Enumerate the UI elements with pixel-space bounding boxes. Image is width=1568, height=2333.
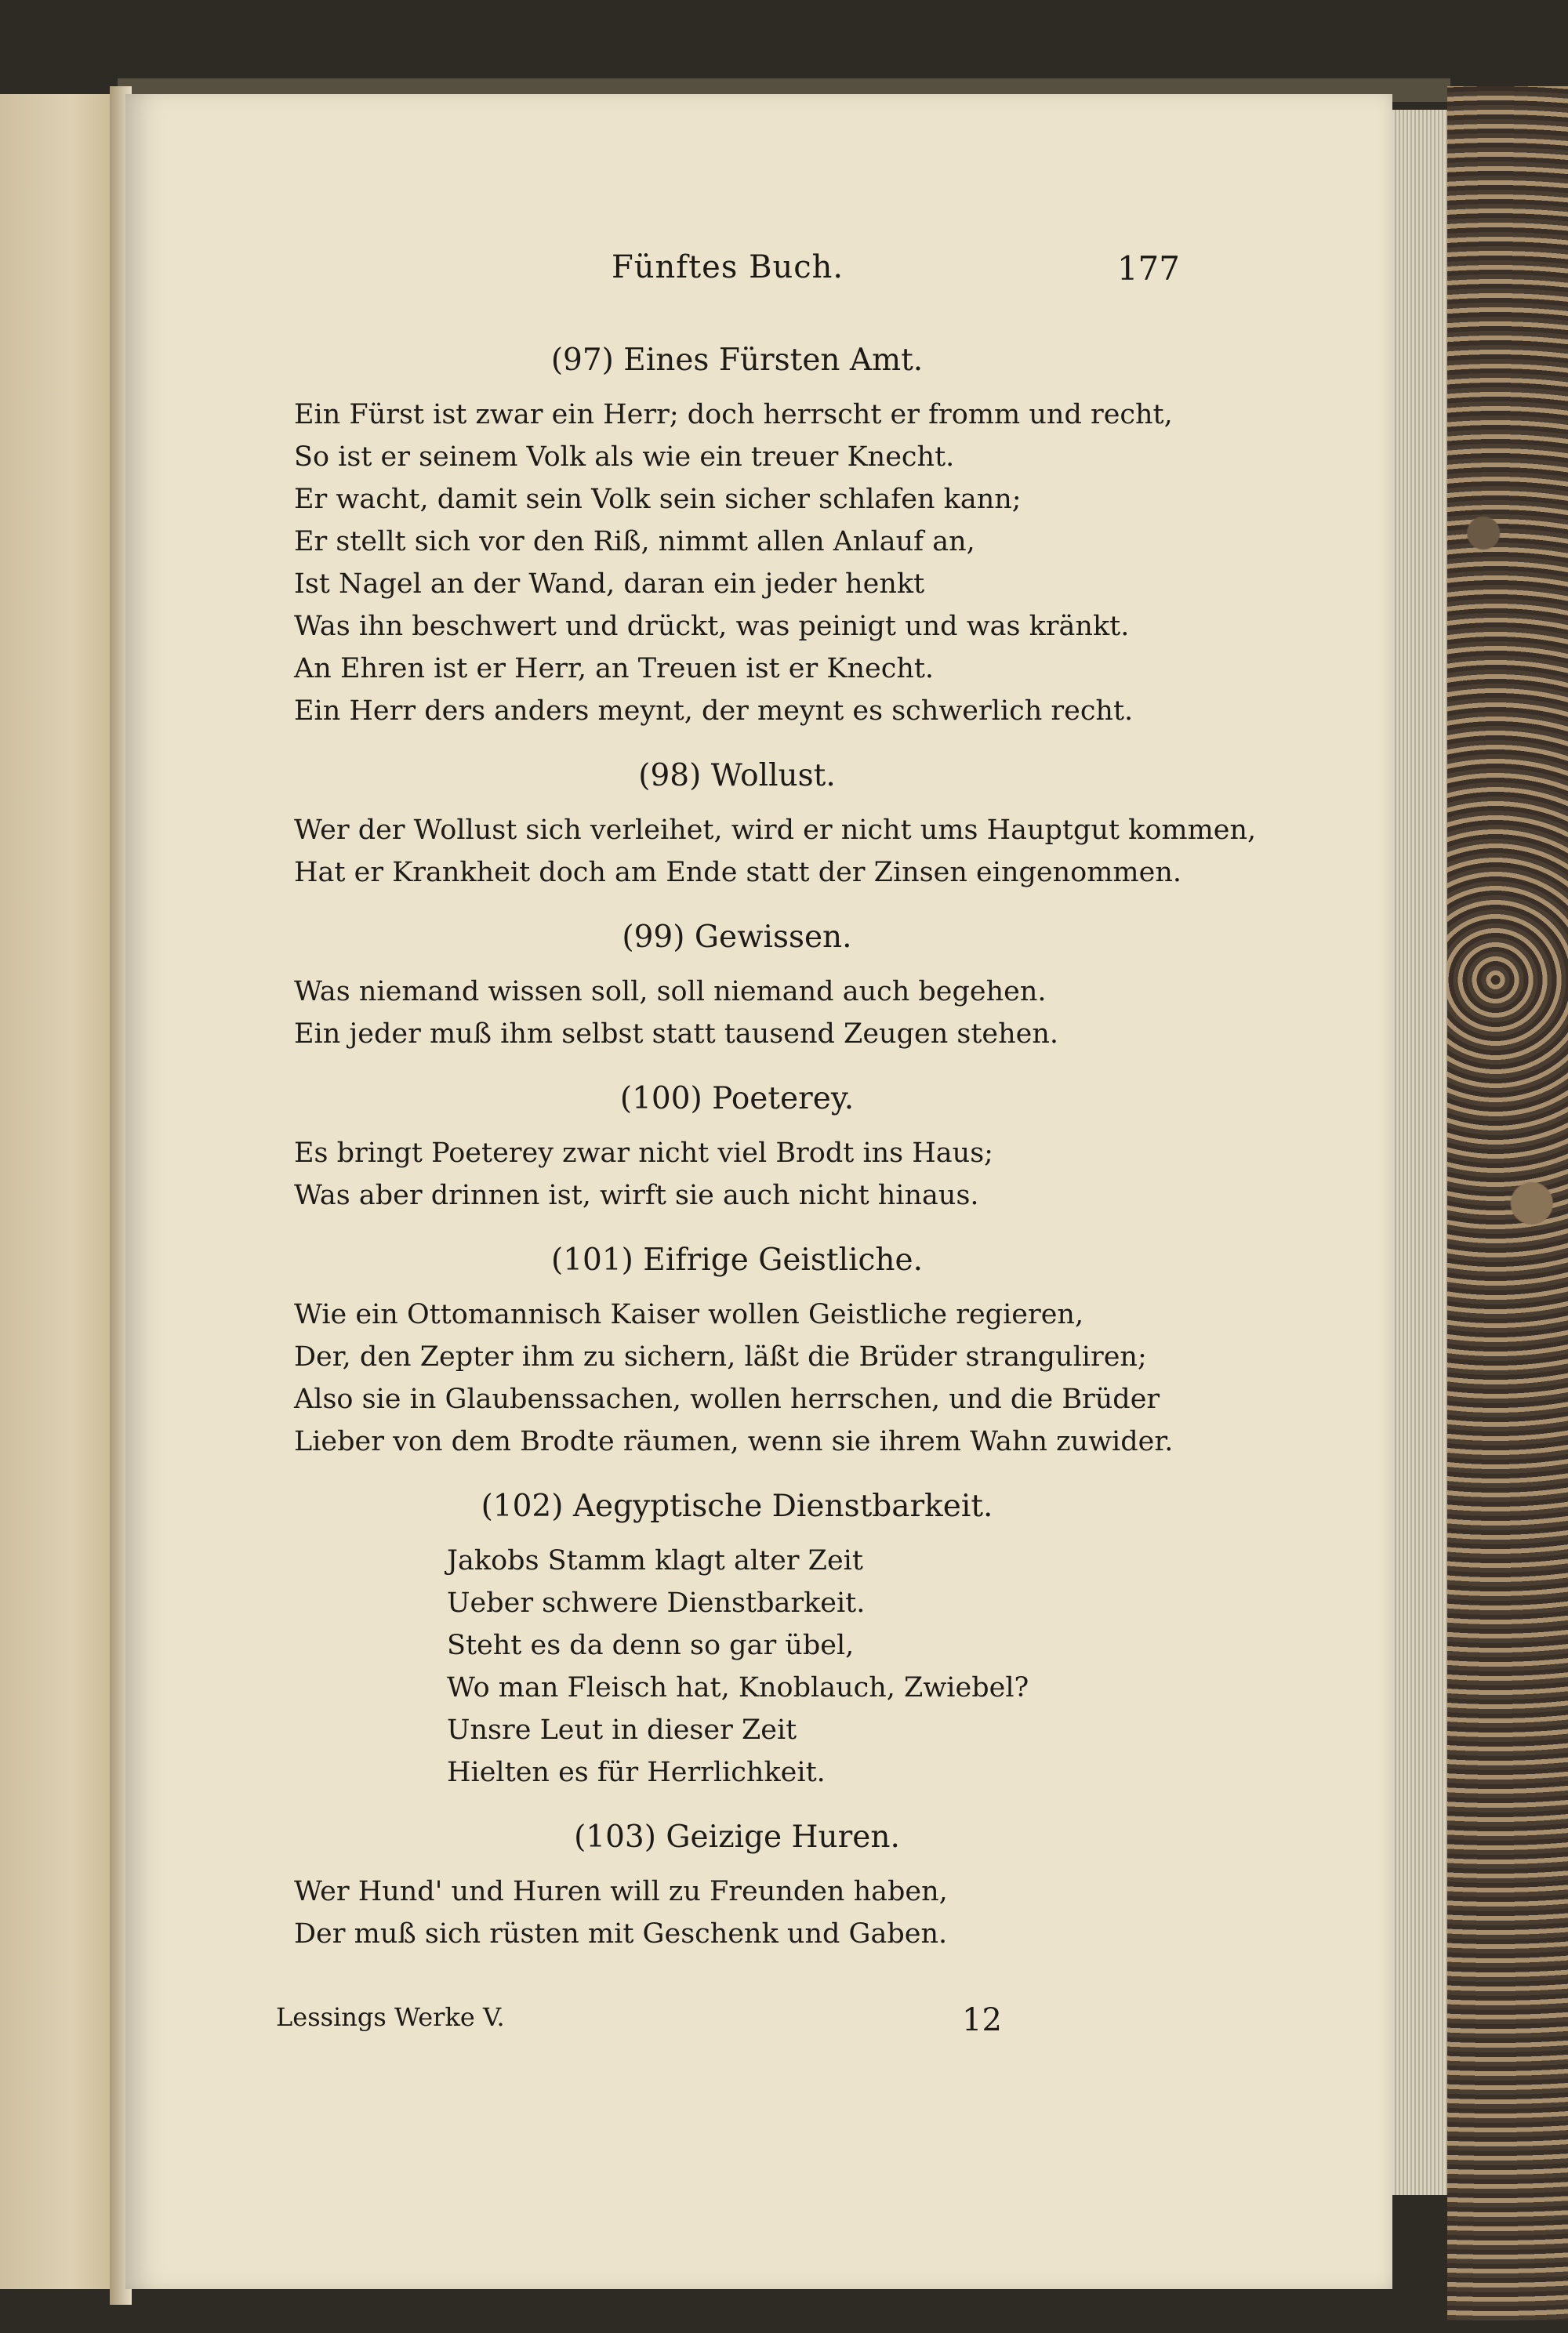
page-edges bbox=[1392, 110, 1447, 2195]
poem-line: Lieber von dem Brodte räumen, wenn sie ihrem Wahn zuwider. bbox=[294, 1426, 1174, 1457]
marbled-cover bbox=[1447, 86, 1568, 2320]
poem-line: Er stellt sich vor den Riß, nimmt allen Anlauf an, bbox=[294, 526, 975, 557]
poem-line: Jakobs Stamm klagt alter Zeit bbox=[447, 1545, 863, 1576]
page-number: 177 bbox=[1116, 249, 1180, 288]
section-heading: (101) Eifrige Geistliche. bbox=[551, 1243, 923, 1278]
section-heading: (103) Geizige Huren. bbox=[574, 1820, 900, 1855]
poem-line: Wo man Fleisch hat, Knoblauch, Zwiebel? bbox=[447, 1672, 1029, 1703]
poem-line: Der muß sich rüsten mit Geschenk und Gaben. bbox=[294, 1918, 948, 1950]
poem-line: Wie ein Ottomannisch Kaiser wollen Geistliche regieren, bbox=[294, 1299, 1084, 1330]
poem-line: Ein Fürst ist zwar ein Herr; doch herrscht er fromm und recht, bbox=[294, 399, 1173, 430]
poem-line: Also sie in Glaubenssachen, wollen herrschen, und die Brüder bbox=[294, 1384, 1160, 1415]
poem-line: Steht es da denn so gar übel, bbox=[447, 1630, 855, 1661]
left-page-edge bbox=[0, 94, 118, 2289]
poem-section bbox=[294, 337, 1180, 732]
page-content bbox=[294, 337, 1257, 1976]
poem-line: Er wacht, damit sein Volk sein sicher schlafen kann; bbox=[294, 484, 1022, 515]
poem-section bbox=[294, 914, 1180, 1055]
sheet-number: 12 bbox=[962, 2002, 1002, 2038]
page-header bbox=[267, 249, 1180, 296]
page-footer bbox=[276, 2002, 1013, 2041]
poem-section bbox=[294, 753, 1257, 894]
poem-line: Hat er Krankheit doch am Ende statt der Zinsen eingenommen. bbox=[294, 857, 1181, 888]
poem-line: Unsre Leut in dieser Zeit bbox=[447, 1714, 797, 1746]
poem-line: Ein jeder muß ihm selbst statt tausend Zeugen stehen. bbox=[294, 1018, 1059, 1050]
section-heading: (100) Poeterey. bbox=[619, 1081, 855, 1116]
running-head: Fünftes Buch. bbox=[612, 249, 844, 285]
poem-line: Was aber drinnen ist, wirft sie auch nicht hinaus. bbox=[294, 1180, 979, 1211]
section-heading: (98) Wollust. bbox=[638, 758, 836, 793]
poem-line: An Ehren ist er Herr, an Treuen ist er Knecht. bbox=[294, 653, 935, 684]
poem-section bbox=[294, 1076, 1180, 1217]
poem-line: Ist Nagel an der Wand, daran ein jeder henkt bbox=[294, 568, 925, 600]
poem-line: Ueber schwere Dienstbarkeit. bbox=[447, 1587, 866, 1619]
section-heading: (97) Eines Fürsten Amt. bbox=[550, 343, 924, 378]
poem-section bbox=[294, 1483, 1180, 1794]
poem-line: Wer Hund' und Huren will zu Freunden haben, bbox=[294, 1876, 948, 1907]
poem-line: Was niemand wissen soll, soll niemand auch begehen. bbox=[294, 976, 1047, 1007]
poem-section bbox=[294, 1237, 1180, 1463]
poem-line: Ein Herr ders anders meynt, der meynt es schwerlich recht. bbox=[294, 695, 1134, 727]
poem-line: Was ihn beschwert und drückt, was peinigt und was kränkt. bbox=[294, 611, 1130, 642]
printer-signature: Lessings Werke V. bbox=[276, 2002, 505, 2032]
poem-section bbox=[294, 1814, 1180, 1955]
poem-line: Es bringt Poeterey zwar nicht viel Brodt ins Haus; bbox=[294, 1137, 993, 1169]
section-heading: (102) Aegyptische Dienstbarkeit. bbox=[481, 1489, 993, 1524]
poem-line: Wer der Wollust sich verleihet, wird er nicht ums Hauptgut kommen, bbox=[294, 815, 1257, 846]
poem-line: Der, den Zepter ihm zu sichern, läßt die Brüder stranguliren; bbox=[294, 1341, 1147, 1373]
section-heading: (99) Gewissen. bbox=[622, 920, 852, 955]
poem-line: So ist er seinem Volk als wie ein treuer Knecht. bbox=[294, 441, 955, 473]
poem-line: Hielten es für Herrlichkeit. bbox=[447, 1757, 826, 1788]
